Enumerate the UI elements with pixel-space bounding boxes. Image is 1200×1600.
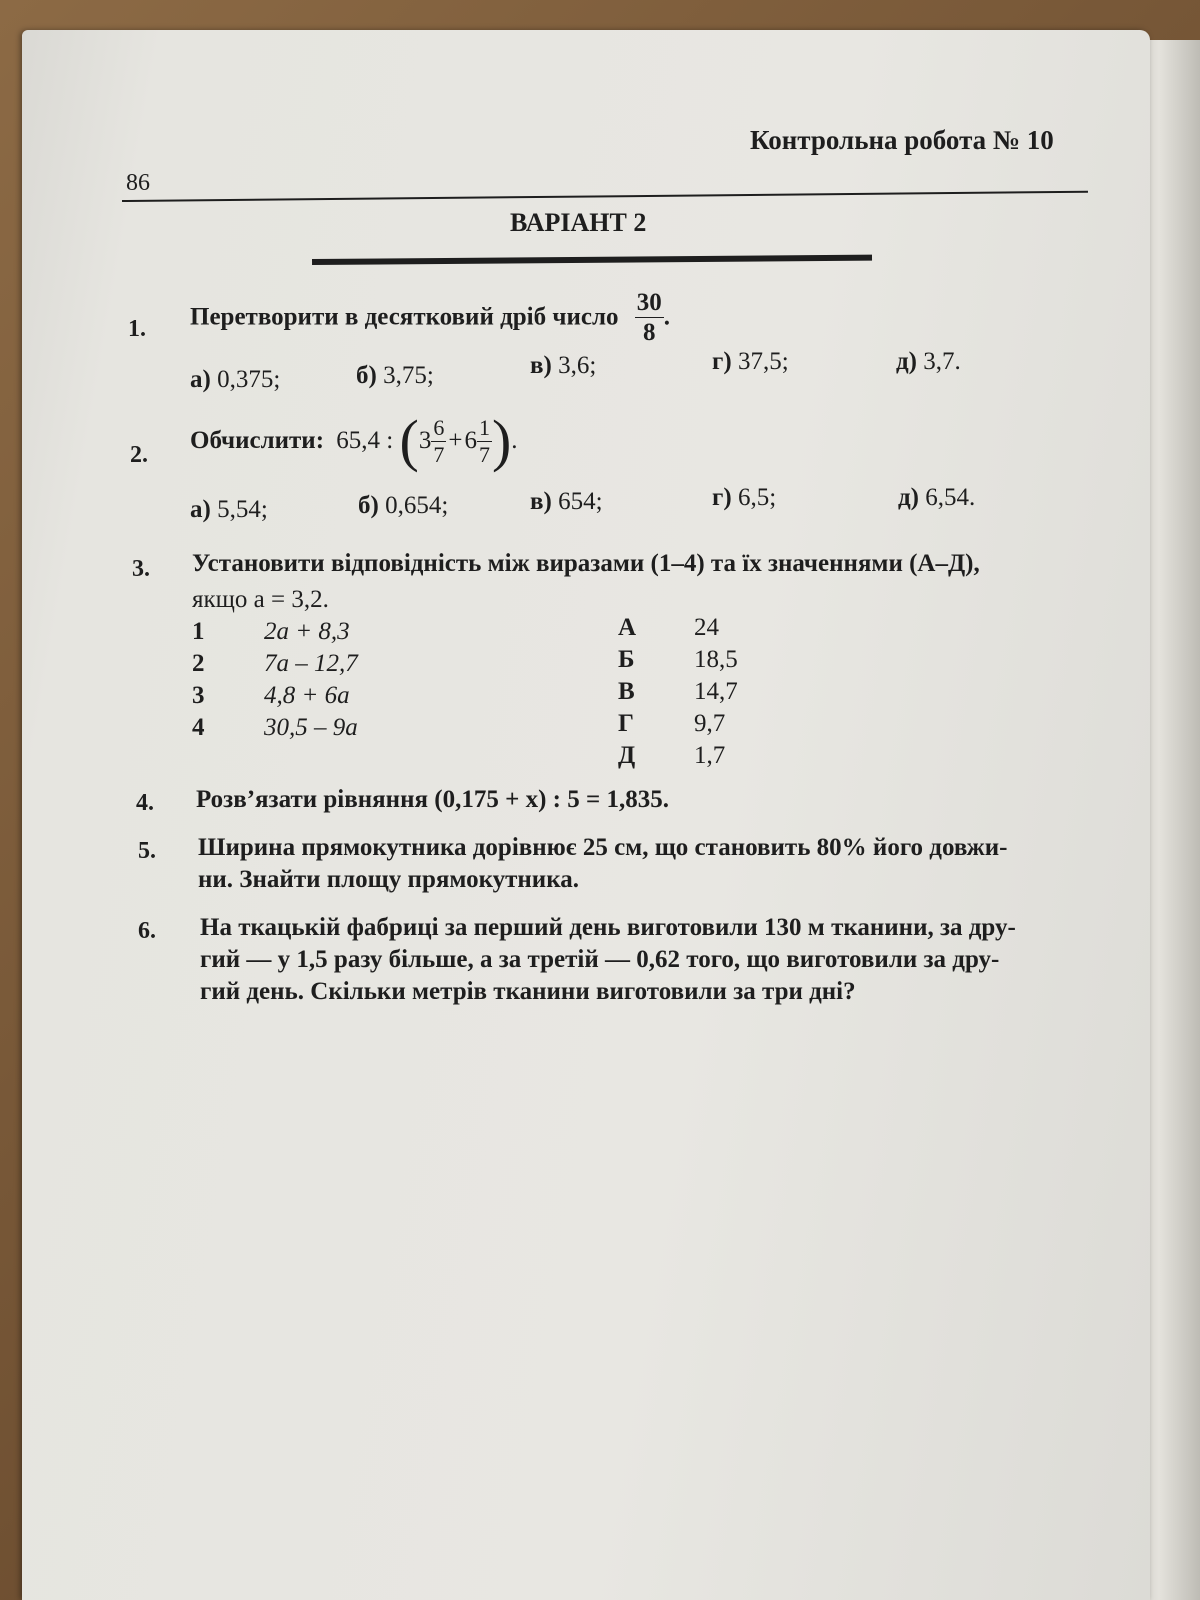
task-5-number: 5. bbox=[138, 838, 156, 864]
option-letter: д) bbox=[896, 348, 917, 375]
expression-number: 2 bbox=[192, 650, 205, 677]
task-2-label: Обчислити: bbox=[190, 427, 325, 454]
task-6-text-line-1: На ткацькій фабриці за перший день виготовили 130 м тканини, за дру- bbox=[200, 914, 1016, 941]
option-value: 0,654; bbox=[385, 492, 449, 519]
option-letter: д) bbox=[898, 484, 919, 511]
section-title: Контрольна робота № 10 bbox=[750, 125, 1054, 155]
option-value: 6,54. bbox=[925, 484, 976, 511]
option-value: 3,75; bbox=[383, 362, 434, 389]
value-number: 1,7 bbox=[694, 742, 726, 769]
value-row-D bbox=[618, 742, 725, 770]
fraction-denominator: 7 bbox=[433, 441, 445, 467]
value-letter: А bbox=[618, 614, 637, 641]
option-letter: г) bbox=[712, 348, 732, 375]
option-value: 6,5; bbox=[737, 484, 777, 511]
option-value: 654; bbox=[558, 488, 603, 515]
left-paren: ( bbox=[399, 408, 419, 473]
option-letter: г) bbox=[712, 484, 732, 511]
option-letter: б) bbox=[358, 492, 379, 519]
expression-text: 30,5 – 9a bbox=[264, 714, 358, 741]
task-3-text-line-1: Установити відповідність між виразами (1–4) та їх значеннями (А–Д), bbox=[192, 550, 980, 577]
mixed-2-fraction bbox=[477, 414, 492, 467]
plus-sign: + bbox=[448, 427, 463, 454]
option-letter: а) bbox=[190, 366, 211, 393]
task-2-number: 2. bbox=[130, 442, 148, 468]
task-2-option-c bbox=[530, 488, 603, 516]
value-row-A bbox=[618, 614, 719, 642]
option-value: 0,375; bbox=[217, 366, 281, 393]
option-letter: а) bbox=[190, 496, 211, 523]
fraction-numerator: 6 bbox=[433, 414, 445, 440]
task-2-option-d bbox=[712, 484, 776, 512]
task-1-text-label: Перетворити в десятковий дріб число bbox=[190, 303, 619, 331]
task-1-option-a bbox=[190, 366, 280, 394]
expression-text: 7a – 12,7 bbox=[264, 650, 358, 677]
variant-title: ВАРІАНТ 2 bbox=[510, 208, 647, 237]
task-3-text-line-2 bbox=[192, 586, 329, 614]
task-6-text-line-3: гий день. Скільки метрів тканини виготовили за три дні? bbox=[200, 978, 856, 1005]
page-number: 86 bbox=[126, 170, 150, 196]
task-1-option-b bbox=[356, 362, 434, 390]
value-letter: В bbox=[618, 678, 635, 705]
header-rule bbox=[122, 191, 1088, 202]
task-2-text: Обчислити: 65,4 : (3 $\frac{6}{7}$ +6 $\frac{1}{7}$ ). bbox=[190, 408, 518, 473]
option-letter: б) bbox=[356, 362, 377, 389]
option-letter: в) bbox=[530, 352, 552, 379]
task-4-text: Розв’язати рівняння (0,175 + x) : 5 = 1,835. bbox=[196, 786, 669, 813]
task-2-option-a bbox=[190, 496, 268, 524]
option-value: 37,5; bbox=[737, 348, 789, 375]
option-value: 3,6; bbox=[558, 352, 597, 379]
expression-text: 2a + 8,3 bbox=[264, 618, 350, 645]
value-number: 18,5 bbox=[694, 646, 738, 673]
task-2-option-b bbox=[358, 492, 448, 520]
task-1-option-e bbox=[896, 348, 961, 376]
option-value: 3,7. bbox=[923, 348, 961, 375]
task-5-text-line-1: Ширина прямокутника дорівнює 25 см, що становить 80% його довжи- bbox=[198, 834, 1008, 861]
variant-rule bbox=[312, 255, 872, 265]
book-page bbox=[22, 30, 1150, 1600]
task-1-text: Перетворити в десятковий дріб число $\frac{30}{8}$ . bbox=[190, 289, 670, 346]
task-3-number: 3. bbox=[132, 556, 150, 582]
fraction-numerator: 30 bbox=[636, 289, 662, 316]
expression-number: 4 bbox=[192, 714, 205, 741]
mixed-1-whole: 3 bbox=[418, 427, 432, 454]
task-6-number: 6. bbox=[138, 918, 156, 944]
expression-text: 4,8 + 6a bbox=[264, 682, 350, 709]
value-row-V bbox=[618, 678, 738, 706]
right-paren: ) bbox=[491, 408, 512, 473]
task-6-text-line-2: гий — у 1,5 разу більше, а за третій — 0,62 того, що виготовили за дру- bbox=[200, 946, 1000, 973]
task-5-text-line-2: ни. Знайти площу прямокутника. bbox=[198, 866, 579, 893]
expression-number: 3 bbox=[192, 682, 205, 709]
fraction-denominator: 7 bbox=[478, 441, 490, 467]
expression-row-1 bbox=[192, 618, 350, 646]
task-1-option-d bbox=[712, 348, 789, 376]
value-letter: Д bbox=[618, 742, 636, 769]
value-row-B bbox=[618, 646, 738, 674]
mixed-1-fraction bbox=[431, 414, 446, 467]
mixed-2-whole: 6 bbox=[464, 427, 477, 454]
option-value: 5,54; bbox=[217, 496, 268, 523]
expression-row-3 bbox=[192, 682, 350, 710]
value-row-G bbox=[618, 710, 725, 738]
expression-row-2 bbox=[192, 650, 358, 678]
expression-row-4 bbox=[192, 714, 358, 742]
value-number: 14,7 bbox=[694, 678, 738, 705]
value-number: 9,7 bbox=[694, 710, 726, 737]
fraction-denominator: 8 bbox=[642, 319, 656, 346]
option-letter: в) bbox=[530, 488, 552, 515]
task-3-condition: якщо a = 3,2. bbox=[192, 586, 329, 613]
task-1-option-c bbox=[530, 352, 596, 380]
value-number: 24 bbox=[694, 614, 719, 641]
task-4-number: 4. bbox=[136, 790, 154, 816]
task-2-expr-start: 65,4 : bbox=[336, 427, 394, 454]
value-letter: Б bbox=[618, 646, 635, 673]
task-2-option-e bbox=[898, 484, 975, 512]
value-letter: Г bbox=[618, 710, 634, 737]
task-1-number: 1. bbox=[128, 316, 146, 342]
task-1-fraction bbox=[635, 290, 664, 345]
fraction-numerator: 1 bbox=[478, 414, 490, 440]
expression-number: 1 bbox=[192, 618, 205, 645]
